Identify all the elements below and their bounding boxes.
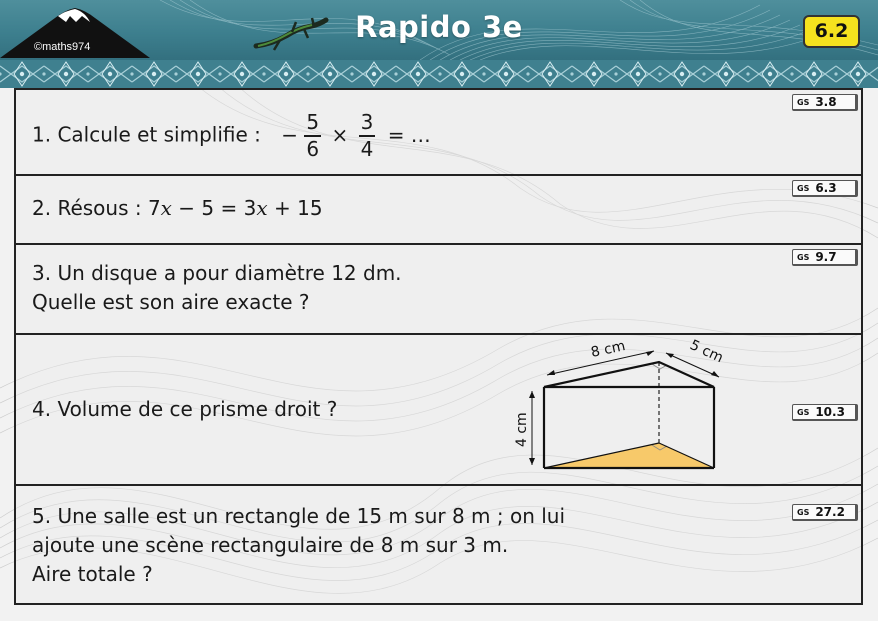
question-4-text: 4. Volume de ce prisme droit ? xyxy=(32,397,338,421)
times-sign: × xyxy=(331,122,349,147)
question-5-line-3: Aire totale ? xyxy=(32,562,153,586)
question-5 xyxy=(16,486,861,603)
prism-top-face xyxy=(544,362,714,387)
question-3 xyxy=(16,245,861,335)
question-5-line-1: 5. Une salle est un rectangle de 15 m sur 8 m ; on lui xyxy=(32,504,566,528)
variable-x-2: x xyxy=(256,196,268,220)
label-length: 8 cm xyxy=(589,338,627,361)
question-5-line-2: ajoute une scène rectangulaire de 8 m sur 3 m. xyxy=(32,533,509,557)
minus-sign: − xyxy=(281,122,299,147)
fraction-1-numerator: 5 xyxy=(304,110,321,137)
gs-label-1: GS xyxy=(797,98,810,107)
question-2-prefix: 2. Résous : 7 xyxy=(32,196,161,220)
question-1-text xyxy=(32,110,431,162)
prism-figure xyxy=(514,335,734,486)
label-depth: 5 cm xyxy=(687,337,726,367)
fraction-2 xyxy=(359,110,376,162)
question-2-middle: − 5 = 3 xyxy=(171,196,257,220)
fraction-1-denominator: 6 xyxy=(306,137,320,161)
gs-value-5: 27.2 xyxy=(815,505,845,519)
gs-value-2: 6.3 xyxy=(815,181,837,195)
gs-label-2: GS xyxy=(797,184,810,193)
fraction-2-numerator: 3 xyxy=(359,110,376,137)
gs-badge-2 xyxy=(792,180,858,197)
question-3-line-2: Quelle est son aire exacte ? xyxy=(32,290,310,314)
fraction-1 xyxy=(304,110,321,162)
question-1 xyxy=(16,90,861,176)
gs-label-5: GS xyxy=(797,508,810,517)
header-banner xyxy=(0,0,878,60)
fraction-2-denominator: 4 xyxy=(360,137,374,161)
question-3-line-1: 3. Un disque a pour diamètre 12 dm. xyxy=(32,261,402,285)
prism-base-fill xyxy=(544,443,714,468)
logo-text: ©maths974 xyxy=(34,41,91,53)
level-badge: 6.2 xyxy=(803,15,860,48)
question-2 xyxy=(16,176,861,245)
question-2-suffix: + 15 xyxy=(267,196,323,220)
ornament-band xyxy=(0,60,878,88)
gs-badge-3 xyxy=(792,249,858,266)
gs-value-1: 3.8 xyxy=(815,95,837,109)
questions-panel xyxy=(14,88,863,605)
question-3-text xyxy=(32,259,402,317)
question-4 xyxy=(16,335,861,486)
page-title: Rapido 3e xyxy=(355,10,523,44)
question-1-prefix: 1. Calcule et simplifie : xyxy=(32,122,261,147)
question-2-text xyxy=(32,194,323,223)
gs-label-3: GS xyxy=(797,253,810,262)
gs-value-4: 10.3 xyxy=(815,405,845,419)
label-height: 4 cm xyxy=(514,412,530,447)
question-1-suffix: = … xyxy=(387,122,431,147)
gs-value-3: 9.7 xyxy=(815,250,837,264)
variable-x-1: x xyxy=(160,196,172,220)
gs-badge-1 xyxy=(792,94,858,111)
question-5-text xyxy=(32,502,565,589)
ornament-pattern xyxy=(0,60,878,88)
gs-label-4: GS xyxy=(797,408,810,417)
gs-badge-5 xyxy=(792,504,858,521)
gs-badge-4 xyxy=(792,404,858,421)
